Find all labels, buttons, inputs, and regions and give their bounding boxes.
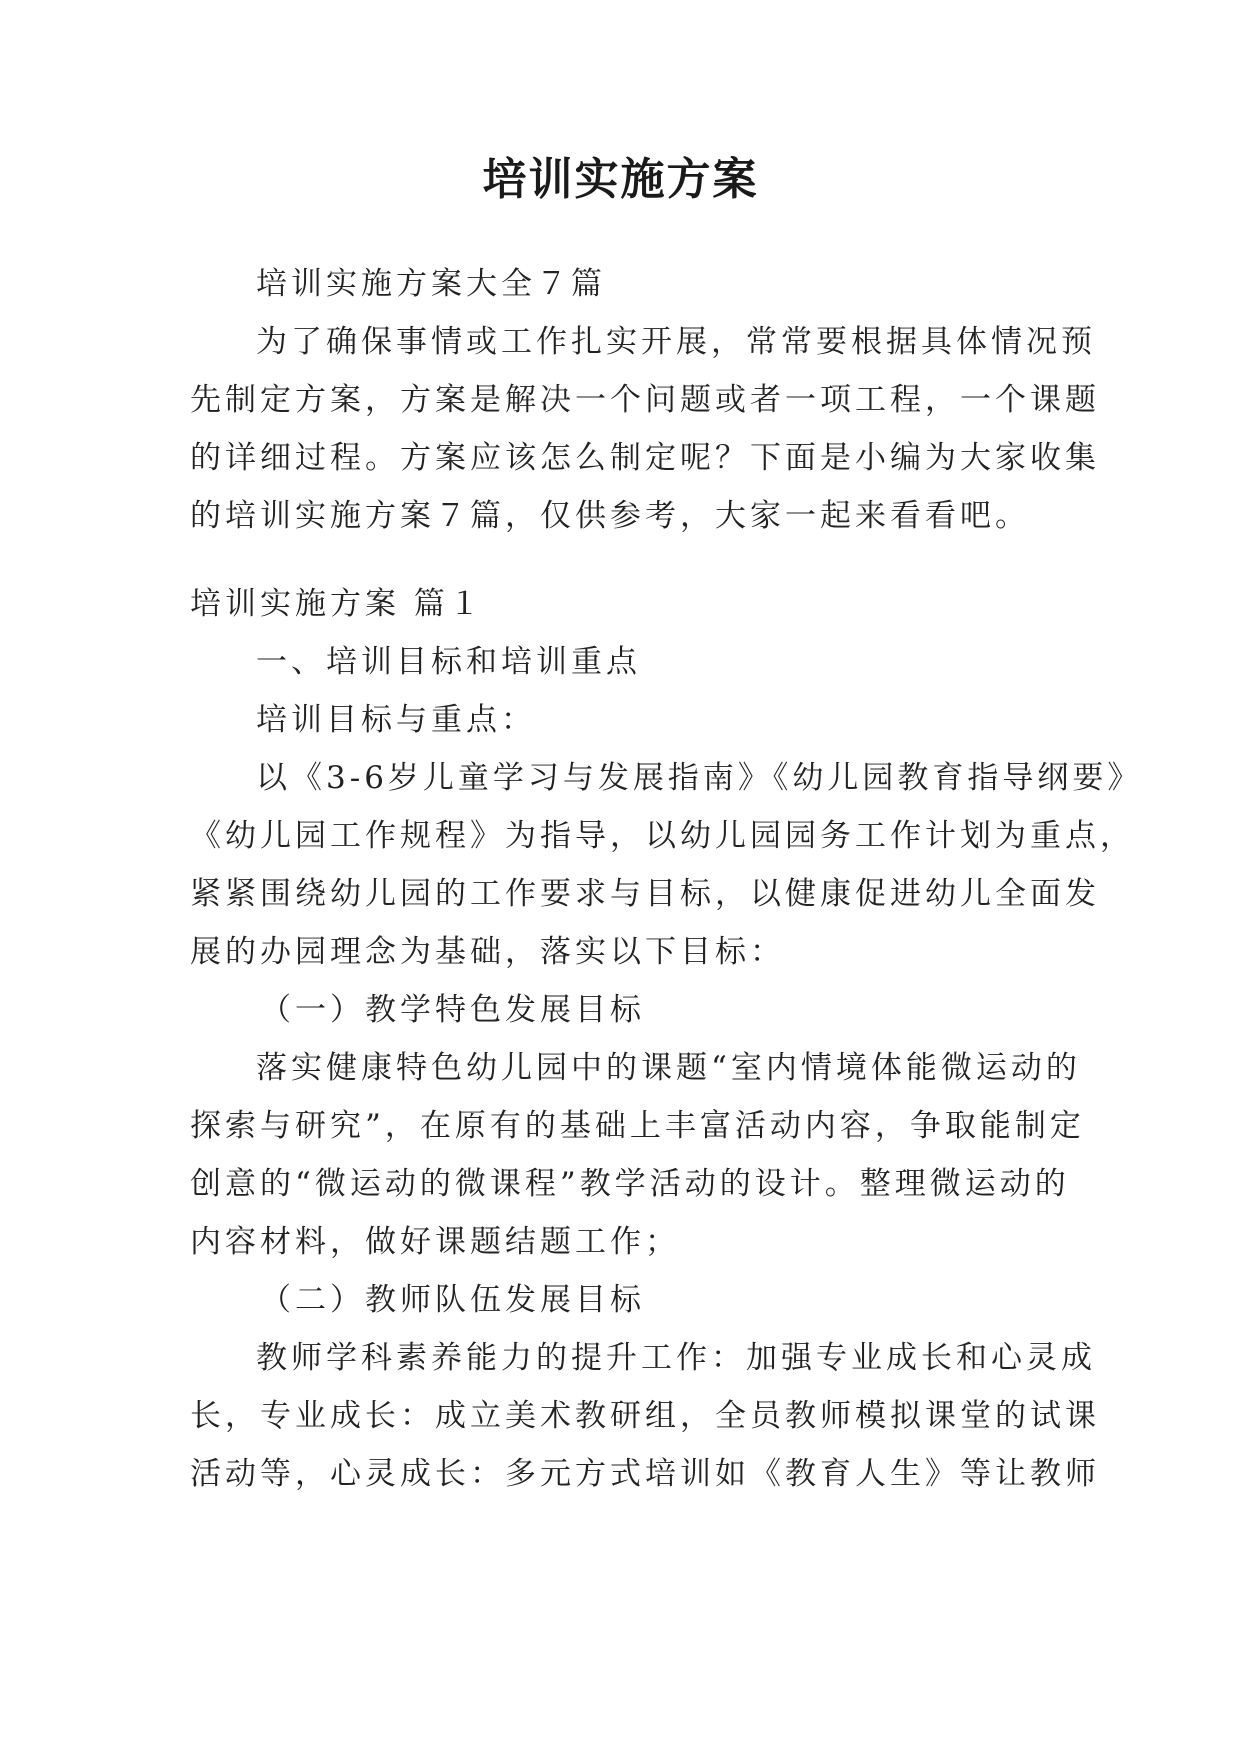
sub1-line: 创意的“微运动的微课程”教学活动的设计。整理微运动的 <box>190 1166 1070 1202</box>
goals-line: 以《3-6岁儿童学习与发展指南》《幼儿园教育指导纲要》 <box>256 760 1143 796</box>
sub2-line: 活动等，心灵成长：多元方式培训如《教育人生》等让教师 <box>190 1456 1100 1492</box>
sub1-heading: （一）教学特色发展目标 <box>260 992 645 1028</box>
part-one-heading: 一、培训目标和培训重点 <box>256 644 641 680</box>
intro-line: 的详细过程。方案应该怎么制定呢？下面是小编为大家收集 <box>190 440 1100 476</box>
section-one <box>190 575 1143 1503</box>
sub1-line: 探索与研究”，在原有的基础上丰富活动内容，争取能制定 <box>190 1108 1085 1144</box>
sub2-line: 长，专业成长：成立美术教研组，全员教师模拟课堂的试课 <box>190 1398 1100 1434</box>
goals-line: 《幼儿园工作规程》为指导，以幼儿园园务工作计划为重点， <box>190 818 1135 854</box>
goals-line: 紧紧围绕幼儿园的工作要求与目标，以健康促进幼儿全面发 <box>190 876 1100 912</box>
section-heading: 培训实施方案 篇１ <box>190 586 484 622</box>
intro-line: 先制定方案，方案是解决一个问题或者一项工程，一个课题 <box>190 382 1100 418</box>
goals-label: 培训目标与重点： <box>256 702 536 738</box>
goals-line: 展的办园理念为基础，落实以下目标： <box>190 934 785 970</box>
sub2-line: 教师学科素养能力的提升工作：加强专业成长和心灵成 <box>256 1340 1096 1376</box>
intro-line: 为了确保事情或工作扎实开展，常常要根据具体情况预 <box>256 324 1096 360</box>
sub1-line: 内容材料，做好课题结题工作； <box>190 1224 680 1260</box>
sub1-line: 落实健康特色幼儿园中的课题“室内情境体能微运动的 <box>256 1050 1081 1086</box>
subtitle: 培训实施方案大全７篇 <box>256 266 606 302</box>
sub2-heading: （二）教师队伍发展目标 <box>260 1282 645 1318</box>
document-body <box>190 255 1100 545</box>
intro-line: 的培训实施方案７篇，仅供参考，大家一起来看看吧。 <box>190 498 1030 534</box>
document-title: 培训实施方案 <box>482 154 759 205</box>
